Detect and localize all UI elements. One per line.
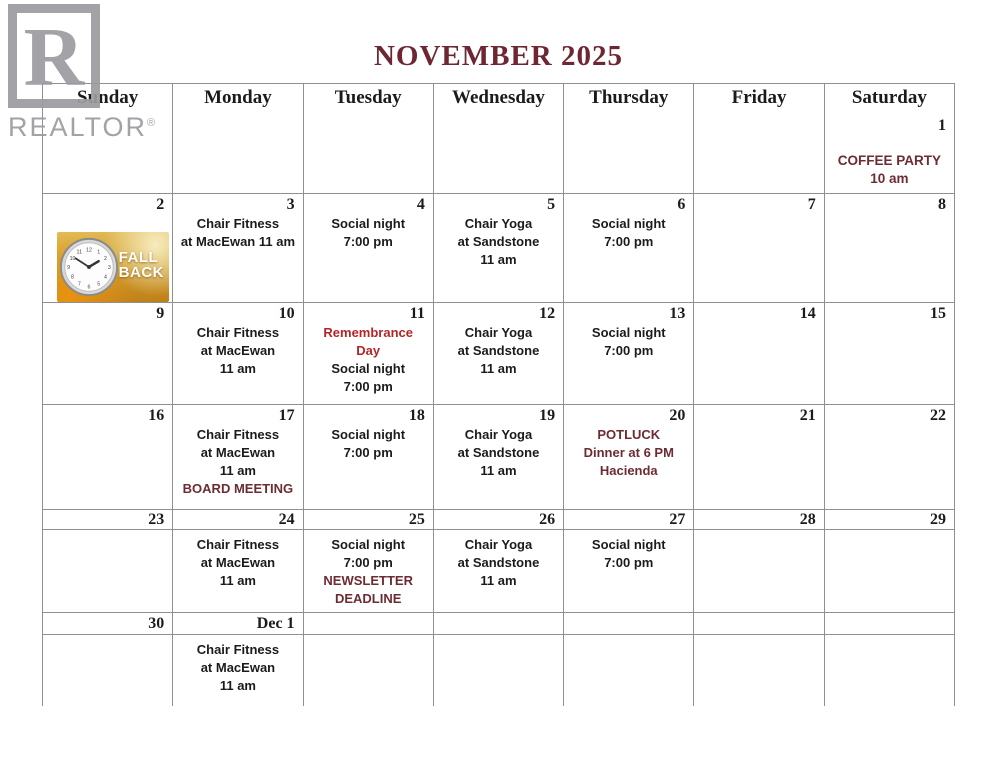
day-cell <box>433 194 563 303</box>
event-list <box>304 323 433 396</box>
event-list <box>173 425 302 498</box>
event-list <box>564 323 693 360</box>
date-number: 12 <box>539 305 556 322</box>
event-list <box>173 635 302 695</box>
date-number: 7 <box>807 196 816 213</box>
event-line: Social night <box>331 537 406 552</box>
event-line: 7:00 pm <box>604 343 654 358</box>
date-number: 20 <box>669 407 686 424</box>
day-cell <box>303 84 433 194</box>
date-number: 9 <box>156 305 165 322</box>
realtor-r-icon <box>8 4 100 108</box>
svg-text:2: 2 <box>103 256 107 263</box>
date-number: 29 <box>824 510 954 530</box>
date-number <box>824 613 954 635</box>
event-line: Social night <box>591 537 666 552</box>
event-list <box>304 425 433 462</box>
day-cell <box>824 84 954 194</box>
event-list <box>564 530 693 572</box>
svg-text:5: 5 <box>97 281 101 288</box>
day-cell <box>43 194 173 303</box>
event-line: Chair Fitness <box>196 216 280 231</box>
day-cell <box>433 405 563 510</box>
event-line: Day <box>356 343 381 358</box>
day-cell <box>433 84 563 194</box>
event-line: at Sandstone <box>457 555 540 570</box>
event-line: Social night <box>331 427 406 442</box>
svg-text:9: 9 <box>67 264 71 271</box>
event-list <box>173 323 302 378</box>
event-line: 10 am <box>870 171 909 186</box>
svg-text:3: 3 <box>107 264 111 271</box>
date-number <box>303 613 433 635</box>
svg-text:11: 11 <box>76 249 83 256</box>
date-number: Dec 1 <box>173 613 303 635</box>
date-number: 21 <box>799 407 816 424</box>
event-line: 11 am <box>480 573 517 588</box>
day-cell <box>303 635 433 706</box>
weekday-header: Tuesday <box>334 87 402 108</box>
date-number: 28 <box>694 510 824 530</box>
event-line: COFFEE PARTY <box>837 153 941 168</box>
event-line: 11 am <box>480 463 517 478</box>
day-cell <box>824 405 954 510</box>
event-line: Social night <box>331 361 406 376</box>
event-line: Chair Yoga <box>464 427 533 442</box>
day-cell <box>43 530 173 613</box>
event-line: 11 am <box>480 361 517 376</box>
event-line: 11 am <box>219 463 256 478</box>
svg-text:1: 1 <box>97 249 101 256</box>
event-line: at Sandstone <box>457 445 540 460</box>
event-line: at Sandstone <box>457 234 540 249</box>
event-line: at Sandstone <box>457 343 540 358</box>
date-strip-row <box>43 510 955 530</box>
fall-back-clock-image <box>57 232 169 302</box>
weekday-header: Saturday <box>851 87 927 108</box>
event-line: Chair Yoga <box>464 216 533 231</box>
svg-text:6: 6 <box>87 284 91 291</box>
day-cell <box>694 84 824 194</box>
date-number: 8 <box>938 196 946 213</box>
date-number: 19 <box>539 407 556 424</box>
event-list <box>173 530 302 590</box>
calendar-body <box>43 84 955 706</box>
registered-trademark-icon: ® <box>147 117 156 129</box>
svg-text:10: 10 <box>69 256 76 263</box>
date-number: 18 <box>408 407 425 424</box>
date-number: 14 <box>799 305 816 322</box>
week-row <box>43 405 955 510</box>
clock-icon <box>58 235 120 297</box>
event-line: at MacEwan <box>200 555 276 570</box>
week-row <box>43 303 955 405</box>
event-list <box>434 323 563 378</box>
date-number: 27 <box>564 510 694 530</box>
event-list <box>825 151 954 188</box>
weekday-header: Friday <box>731 87 787 108</box>
day-cell <box>43 303 173 405</box>
event-line: NEWSLETTER <box>323 573 413 588</box>
date-number <box>564 613 694 635</box>
day-cell <box>824 635 954 706</box>
day-cell <box>173 303 303 405</box>
day-cell <box>303 530 433 613</box>
event-list <box>434 214 563 269</box>
date-number: 11 <box>409 305 425 322</box>
event-list <box>434 425 563 480</box>
event-line: 11 am <box>219 678 256 693</box>
event-line: 7:00 pm <box>343 445 393 460</box>
fall-back-caption: FALL BACK <box>118 249 164 281</box>
event-line: at MacEwan <box>200 660 276 675</box>
day-cell <box>43 405 173 510</box>
date-number: 26 <box>433 510 563 530</box>
weekday-header: Monday <box>204 87 272 108</box>
events-row <box>43 635 955 706</box>
day-cell <box>694 530 824 613</box>
event-line: Social night <box>591 325 666 340</box>
event-line: Chair Yoga <box>464 537 533 552</box>
day-cell <box>694 405 824 510</box>
event-list <box>173 214 302 251</box>
event-line: at MacEwan <box>200 445 276 460</box>
event-list <box>564 214 693 251</box>
day-cell <box>43 635 173 706</box>
realtor-wordmark: REALTOR® <box>8 112 156 142</box>
event-line: Chair Yoga <box>464 325 533 340</box>
event-line: 7:00 pm <box>343 555 393 570</box>
date-number: 25 <box>303 510 433 530</box>
event-line: 7:00 pm <box>343 379 393 394</box>
date-number: 16 <box>148 407 165 424</box>
day-cell <box>173 405 303 510</box>
event-line: Remembrance <box>323 325 413 340</box>
date-number <box>694 613 824 635</box>
event-line: Social night <box>591 216 666 231</box>
event-line: at MacEwan 11 am <box>180 234 295 249</box>
event-line: 7:00 pm <box>604 234 654 249</box>
day-cell <box>694 635 824 706</box>
day-cell <box>303 303 433 405</box>
event-line: at MacEwan <box>200 343 276 358</box>
event-list <box>434 530 563 590</box>
day-cell <box>564 530 694 613</box>
day-cell <box>824 194 954 303</box>
date-number: 5 <box>547 196 556 213</box>
date-number: 23 <box>43 510 173 530</box>
event-line: 11 am <box>219 573 256 588</box>
svg-text:7: 7 <box>77 281 81 288</box>
svg-text:8: 8 <box>71 274 75 281</box>
day-cell <box>564 84 694 194</box>
event-line: Hacienda <box>599 463 658 478</box>
day-cell <box>564 405 694 510</box>
date-number: 22 <box>930 407 946 424</box>
event-line: Chair Fitness <box>196 325 280 340</box>
week-row <box>43 194 955 303</box>
weekday-header: Wednesday <box>452 87 545 108</box>
day-cell <box>433 635 563 706</box>
date-number: 1 <box>938 117 946 134</box>
svg-text:4: 4 <box>103 274 107 281</box>
event-line: DEADLINE <box>334 591 402 606</box>
weekday-header-row <box>43 84 955 194</box>
day-cell <box>564 303 694 405</box>
event-list <box>564 425 693 480</box>
calendar-table <box>42 83 955 706</box>
day-cell <box>433 303 563 405</box>
day-cell <box>173 635 303 706</box>
event-list <box>304 530 433 608</box>
day-cell <box>303 405 433 510</box>
event-line: Chair Fitness <box>196 427 280 442</box>
event-line: 11 am <box>219 361 256 376</box>
day-cell <box>173 530 303 613</box>
event-line: Chair Fitness <box>196 642 280 657</box>
realtor-logo <box>8 4 155 143</box>
event-line: BOARD MEETING <box>182 481 294 496</box>
weekday-header: Thursday <box>589 87 669 108</box>
date-strip-row <box>43 613 955 635</box>
event-line: 7:00 pm <box>343 234 393 249</box>
realtor-r-letter: R <box>23 11 85 104</box>
day-cell <box>173 194 303 303</box>
event-line: Social night <box>331 216 406 231</box>
date-number: 17 <box>278 407 295 424</box>
date-number: 2 <box>156 196 165 213</box>
event-line: Dinner at 6 PM <box>583 445 674 460</box>
day-cell <box>824 303 954 405</box>
event-line: POTLUCK <box>597 427 661 442</box>
svg-text:12: 12 <box>86 247 92 254</box>
date-number: 3 <box>286 196 295 213</box>
day-cell <box>564 635 694 706</box>
event-line: Chair Fitness <box>196 537 280 552</box>
date-number: 10 <box>278 305 295 322</box>
day-cell <box>824 530 954 613</box>
day-cell <box>564 194 694 303</box>
weekday-header: Sunday <box>77 87 139 108</box>
day-cell <box>303 194 433 303</box>
event-list <box>304 214 433 251</box>
calendar-title: NOVEMBER 2025 <box>373 40 624 72</box>
date-number: 13 <box>669 305 686 322</box>
day-cell <box>694 194 824 303</box>
date-number: 24 <box>173 510 303 530</box>
day-cell <box>173 84 303 194</box>
date-number: 30 <box>43 613 173 635</box>
day-cell <box>433 530 563 613</box>
date-number: 4 <box>416 196 425 213</box>
date-number <box>433 613 563 635</box>
date-number: 15 <box>930 305 946 322</box>
event-line: 11 am <box>480 252 517 267</box>
events-row <box>43 530 955 613</box>
day-cell <box>694 303 824 405</box>
date-number: 6 <box>677 196 686 213</box>
event-line: 7:00 pm <box>604 555 654 570</box>
